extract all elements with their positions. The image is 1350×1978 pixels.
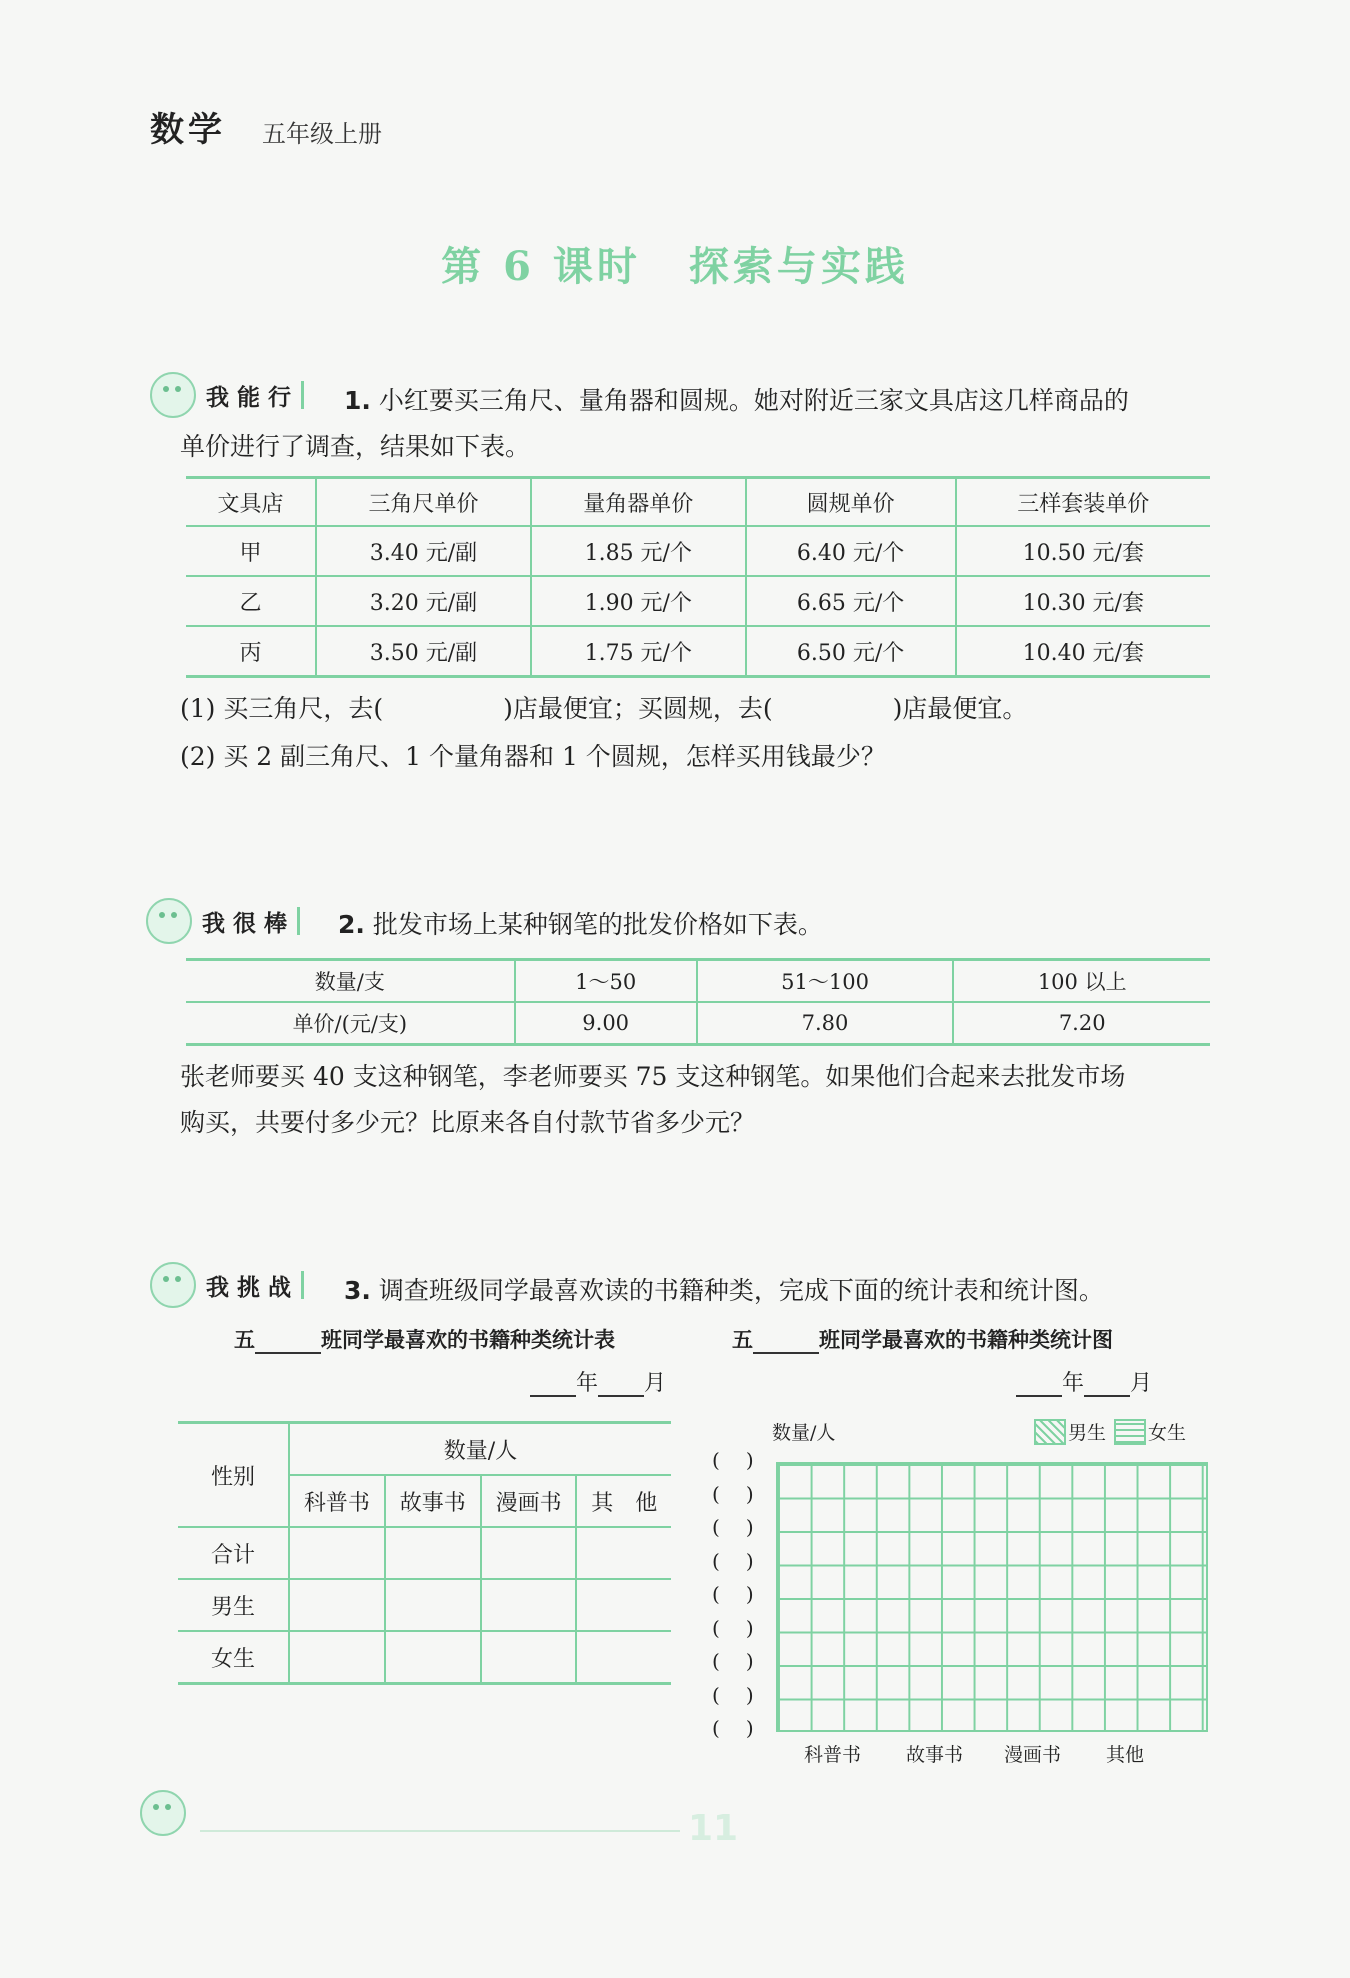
table-row	[178, 1527, 671, 1579]
mascot-icon	[140, 1790, 186, 1836]
row-label: 合计	[178, 1527, 289, 1579]
input-cell[interactable]	[481, 1579, 577, 1631]
question-1-line2: 单价进行了调查，结果如下表。	[180, 432, 531, 461]
category-header: 故事书	[385, 1475, 481, 1527]
paren-close: )	[745, 1716, 754, 1740]
class-blank[interactable]	[255, 1352, 321, 1354]
class-blank[interactable]	[753, 1352, 819, 1354]
input-cell[interactable]	[385, 1579, 481, 1631]
question-text: 小红要买三角尺、量角器和圆规。她对附近三家文具店这几样商品的	[378, 386, 1129, 415]
paren-open: (	[712, 1448, 720, 1472]
table-cell: 3.50 元/副	[316, 626, 531, 677]
paren-open: (	[712, 1548, 720, 1573]
badge-s1	[150, 372, 304, 418]
input-cell[interactable]	[481, 1631, 577, 1684]
input-cell[interactable]	[576, 1631, 671, 1684]
badge-label: 我很棒	[202, 910, 295, 937]
question-1-line1	[344, 378, 1129, 424]
table-row	[186, 626, 1210, 677]
table-cell: 数量/支	[186, 960, 515, 1003]
title-text: 班同学最喜欢的书籍种类统计图	[819, 1328, 1113, 1352]
table-cell: 乙	[186, 576, 316, 626]
table-cell: 7.20	[953, 1002, 1210, 1045]
x-category: 故事书	[906, 1744, 964, 1766]
month-label: 月	[644, 1371, 667, 1396]
price-table	[186, 476, 1210, 678]
footer-divider	[200, 1830, 680, 1832]
paren-open: (	[712, 1481, 720, 1506]
table-header-row	[186, 478, 1210, 527]
badge-s3	[150, 1262, 304, 1308]
y-axis-blank[interactable]	[712, 1549, 762, 1573]
question-number: 3.	[344, 1276, 371, 1305]
badge-divider	[301, 1271, 304, 1299]
table-cell: 9.00	[515, 1002, 697, 1045]
input-cell[interactable]	[289, 1631, 385, 1684]
category-header: 其 他	[576, 1475, 671, 1527]
text-segment: (1) 买三角尺，去(	[180, 694, 384, 723]
y-axis-blank[interactable]	[712, 1649, 762, 1673]
stat-chart-date	[1016, 1366, 1152, 1397]
question-2-line1	[338, 902, 823, 948]
table-cell: 1.75 元/个	[531, 626, 746, 677]
input-cell[interactable]	[576, 1579, 671, 1631]
paren-close: )	[745, 1481, 754, 1506]
y-axis-blank[interactable]	[712, 1482, 762, 1506]
text-segment: )店最便宜；买圆规，去(	[503, 694, 773, 723]
badge-s2	[146, 898, 300, 944]
paren-close: )	[745, 1515, 754, 1539]
footer-mascot	[140, 1790, 196, 1836]
input-cell[interactable]	[481, 1527, 577, 1579]
input-cell[interactable]	[289, 1579, 385, 1631]
paren-close: )	[745, 1582, 754, 1606]
lesson-number: 第 6 课时	[441, 243, 641, 290]
legend-label: 女生	[1148, 1422, 1187, 1444]
badge-label: 我能行	[206, 384, 299, 411]
paren-open: (	[712, 1716, 720, 1740]
badge-label: 我挑战	[206, 1274, 299, 1301]
y-axis-blank[interactable]	[712, 1515, 762, 1539]
grade-label: 五年级上册	[262, 120, 382, 148]
table-header: 圆规单价	[746, 478, 956, 527]
paren-close: )	[745, 1682, 754, 1707]
x-category: 科普书	[804, 1744, 862, 1766]
year-blank[interactable]	[1016, 1395, 1062, 1397]
x-category: 其他	[1106, 1744, 1145, 1766]
badge-divider	[301, 381, 304, 409]
chart-grid[interactable]	[776, 1462, 1208, 1732]
lesson-heading	[0, 235, 1350, 292]
input-cell[interactable]	[385, 1527, 481, 1579]
paren-open: (	[712, 1649, 720, 1673]
chart-legend	[1034, 1418, 1186, 1445]
paren-close: )	[745, 1548, 754, 1573]
table-row	[178, 1631, 671, 1684]
table-cell: 10.30 元/套	[956, 576, 1210, 626]
question-text: 批发市场上某种钢笔的批发价格如下表。	[372, 910, 823, 939]
table-cell: 6.50 元/个	[746, 626, 956, 677]
paren-open: (	[712, 1515, 720, 1539]
input-cell[interactable]	[385, 1631, 481, 1684]
table-cell: 100 以上	[953, 960, 1210, 1003]
stat-table	[178, 1421, 671, 1685]
table-header: 三样套装单价	[956, 478, 1210, 527]
mascot-icon	[146, 898, 192, 944]
text-segment: )店最便宜。	[892, 694, 1028, 723]
question-1-part2: (2) 买 2 副三角尺、1 个量角器和 1 个圆规，怎样买用钱最少？	[180, 742, 886, 771]
table-header: 文具店	[186, 478, 316, 527]
chart-ylabel: 数量/人	[772, 1422, 836, 1444]
paren-open: (	[712, 1682, 720, 1707]
table-row	[186, 576, 1210, 626]
paren-open: (	[712, 1582, 720, 1606]
question-number: 1.	[344, 386, 371, 415]
table-row	[186, 960, 1210, 1003]
question-3-line1	[344, 1268, 1104, 1314]
table-row	[178, 1579, 671, 1631]
girls-swatch-icon	[1114, 1419, 1146, 1445]
category-header: 科普书	[289, 1475, 385, 1527]
lesson-title: 探索与实践	[688, 243, 909, 290]
table-cell: 10.40 元/套	[956, 626, 1210, 677]
table-cell: 10.50 元/套	[956, 526, 1210, 576]
title-prefix: 五	[732, 1328, 753, 1352]
title-prefix: 五	[234, 1328, 255, 1352]
wholesale-table	[186, 958, 1210, 1046]
boys-swatch-icon	[1034, 1419, 1066, 1445]
y-axis-blank[interactable]	[712, 1448, 762, 1472]
y-axis-blank[interactable]	[712, 1616, 762, 1640]
paren-close: )	[745, 1615, 754, 1640]
y-axis-blank[interactable]	[712, 1716, 762, 1740]
subject-title: 数学	[150, 110, 226, 150]
month-blank[interactable]	[598, 1395, 644, 1397]
stat-chart-title	[732, 1324, 1113, 1354]
gender-header: 性别	[178, 1423, 289, 1528]
stat-table-date	[530, 1366, 666, 1397]
mascot-icon	[150, 1262, 196, 1308]
count-header: 数量/人	[289, 1423, 671, 1476]
table-cell: 7.80	[697, 1002, 954, 1045]
year-label: 年	[576, 1371, 599, 1396]
badge-divider	[297, 907, 300, 935]
year-blank[interactable]	[530, 1395, 576, 1397]
table-cell: 单价/(元/支)	[186, 1002, 515, 1045]
legend-label: 男生	[1068, 1422, 1107, 1444]
table-header: 三角尺单价	[316, 478, 531, 527]
paren-open: (	[712, 1615, 720, 1640]
table-cell: 3.40 元/副	[316, 526, 531, 576]
question-number: 2.	[338, 910, 365, 939]
table-cell: 6.40 元/个	[746, 526, 956, 576]
title-text: 班同学最喜欢的书籍种类统计表	[321, 1328, 615, 1352]
table-cell: 51～100	[697, 960, 954, 1003]
stat-table-title	[234, 1324, 615, 1354]
row-label: 女生	[178, 1631, 289, 1684]
table-cell: 1～50	[515, 960, 697, 1003]
question-2-text-2: 购买，共要付多少元？比原来各自付款节省多少元？	[180, 1108, 756, 1137]
table-cell: 6.65 元/个	[746, 576, 956, 626]
table-header: 量角器单价	[531, 478, 746, 527]
row-label: 男生	[178, 1579, 289, 1631]
table-cell: 1.90 元/个	[531, 576, 746, 626]
table-cell: 丙	[186, 626, 316, 677]
question-2-text-1: 张老师要买 40 支这种钢笔，李老师要买 75 支这种钢笔。如果他们合起来去批发市场	[180, 1062, 1126, 1091]
input-cell[interactable]	[289, 1527, 385, 1579]
table-cell: 1.85 元/个	[531, 526, 746, 576]
paren-close: )	[745, 1649, 754, 1673]
paren-close: )	[745, 1448, 754, 1472]
y-axis-blank[interactable]	[712, 1582, 762, 1606]
table-row	[186, 526, 1210, 576]
month-label: 月	[1130, 1371, 1153, 1396]
table-cell: 甲	[186, 526, 316, 576]
table-row	[186, 1002, 1210, 1045]
page-number: 11	[688, 1808, 739, 1849]
question-text: 调查班级同学最喜欢读的书籍种类，完成下面的统计表和统计图。	[378, 1276, 1104, 1305]
question-1-part1	[180, 686, 1027, 732]
mascot-icon	[150, 372, 196, 418]
table-cell: 3.20 元/副	[316, 576, 531, 626]
x-category: 漫画书	[1004, 1744, 1062, 1766]
year-label: 年	[1062, 1371, 1085, 1396]
input-cell[interactable]	[576, 1527, 671, 1579]
y-axis-blank[interactable]	[712, 1683, 762, 1707]
month-blank[interactable]	[1084, 1395, 1130, 1397]
category-header: 漫画书	[481, 1475, 577, 1527]
